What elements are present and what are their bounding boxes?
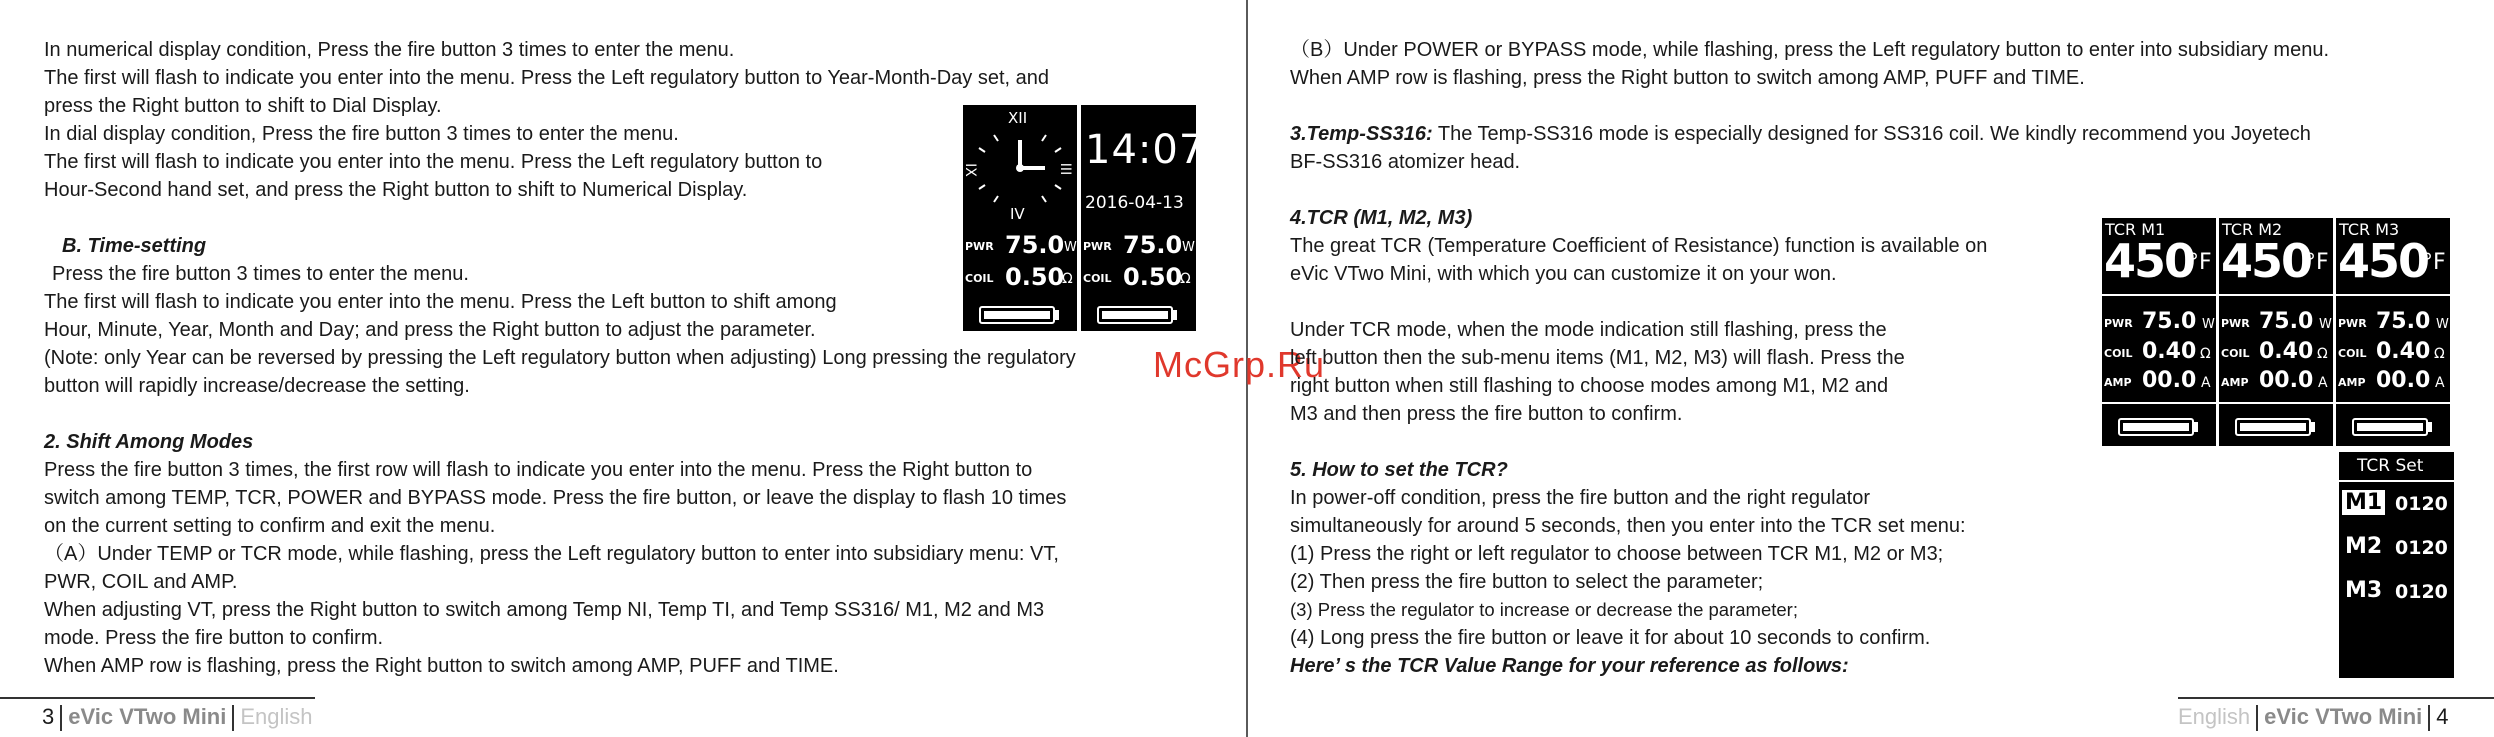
tcr-m2-screen — [2219, 218, 2333, 446]
text-line: The great TCR (Temperature Coefficient of Resistance) function is available on — [1290, 235, 1988, 257]
text-line: PWR, COIL and AMP. — [44, 571, 238, 593]
text-line: mode. Press the fire button to confirm. — [44, 627, 384, 649]
footer-right — [2178, 700, 2449, 734]
pwr-label: PWR — [1083, 240, 1112, 253]
tcr-set-row-mode: M3 — [2345, 578, 2383, 603]
coil-label: COIL — [1083, 272, 1112, 285]
date-readout: 2016-04-13 — [1085, 193, 1184, 213]
pwr-value: 75.0 — [1123, 231, 1183, 259]
pwr-label: PWR — [2338, 317, 2367, 330]
text-line: In numerical display condition, Press the fire button 3 times to enter the menu. — [44, 39, 735, 61]
text-line: (1) Press the right or left regulator to choose between TCR M1, M2 or M3; — [1290, 543, 1944, 565]
digital-display-screen — [1081, 105, 1206, 331]
coil-label: COIL — [965, 272, 994, 285]
tcr-mode-label: TCR M3 — [2339, 220, 2400, 239]
text-line: press the Right button to shift to Dial Display. — [44, 95, 442, 117]
tcr-set-row-value: 0120 — [2395, 581, 2448, 603]
dial-numeral-right: III — [1057, 162, 1074, 176]
text-line: In dial display condition, Press the fire button 3 times to enter the menu. — [44, 123, 679, 145]
coil-unit: Ω — [2200, 346, 2211, 362]
tcr-set-title: TCR Set — [2357, 456, 2424, 476]
amp-label: AMP — [2338, 376, 2366, 389]
temperature-unit: °F — [2422, 250, 2446, 275]
temperature-value: 450 — [2221, 234, 2312, 288]
coil-label: COIL — [2338, 347, 2367, 360]
text-line: Hour-Second hand set, and press the Right button to shift to Numerical Display. — [44, 179, 748, 201]
pwr-label: PWR — [2221, 317, 2250, 330]
coil-value: 0.40 — [2376, 339, 2431, 364]
coil-unit: Ω — [2434, 346, 2445, 362]
footer-rule — [0, 697, 315, 699]
text-span: The Temp-SS316 mode is especially designed for SS316 coil. We kindly recommend you Joyetech — [1432, 123, 2311, 145]
footer-brand: eVic VTwo Mini — [68, 704, 227, 729]
footer-left — [42, 700, 313, 734]
text-line-value-range: Here’ s the TCR Value Range for your reference as follows: — [1290, 655, 1849, 677]
tcr-m3-screen — [2336, 218, 2450, 446]
pwr-unit: W — [2202, 317, 2215, 332]
pwr-label: PWR — [965, 240, 994, 253]
text-line: Press the fire button 3 times, the first row will flash to indicate you enter into the menu. Press the Right button to — [44, 459, 1033, 481]
tcr-set-row-mode: M2 — [2345, 534, 2383, 559]
text-line: Press the fire button 3 times to enter the menu. — [52, 263, 469, 285]
text-line: When AMP row is flashing, press the Right button to switch among AMP, PUFF and TIME. — [44, 655, 839, 677]
battery-icon — [2235, 418, 2311, 436]
section-heading-tcr: 4.TCR (M1, M2, M3) — [1290, 207, 1473, 229]
text-line: simultaneously for around 5 seconds, then you enter into the TCR set menu: — [1290, 515, 1966, 537]
footer-language: English — [240, 704, 313, 729]
amp-value: 00.0 — [2376, 368, 2431, 393]
coil-value: 0.40 — [2259, 339, 2314, 364]
coil-unit: Ω — [1180, 271, 1191, 287]
temperature-value: 450 — [2104, 234, 2195, 288]
amp-unit: A — [2201, 375, 2211, 391]
text-line: Hour, Minute, Year, Month and Day; and press the Right button to adjust the parameter. — [44, 319, 816, 341]
text-line: eVic VTwo Mini, with which you can customize it on your won. — [1290, 263, 1837, 285]
amp-unit: A — [2435, 375, 2445, 391]
amp-label: AMP — [2221, 376, 2249, 389]
dial-numeral-left: IX — [961, 163, 978, 177]
dial-display-screen — [963, 105, 1077, 331]
footer-language: English — [2178, 704, 2251, 729]
pwr-value: 75.0 — [2259, 309, 2314, 334]
pwr-value: 75.0 — [2142, 309, 2197, 334]
tcr-set-row-value: 0120 — [2395, 537, 2448, 559]
footer-brand: eVic VTwo Mini — [2264, 704, 2423, 729]
footer-rule — [2178, 697, 2494, 699]
text-line: BF-SS316 atomizer head. — [1290, 151, 1521, 173]
page-number: 4 — [2436, 704, 2449, 729]
coil-value: 0.50 — [1123, 263, 1183, 291]
text-line: （B）Under POWER or BYPASS mode, while flashing, press the Left regulatory button to enter into subsidiary menu. — [1290, 39, 2330, 61]
pwr-label: PWR — [2104, 317, 2133, 330]
tcr-set-screen — [2339, 452, 2454, 678]
time-readout: 14:07 — [1085, 127, 1206, 173]
text-line: button will rapidly increase/decrease the setting. — [44, 375, 470, 397]
text-line: (2) Then press the fire button to select the parameter; — [1290, 571, 1764, 593]
amp-unit: A — [2318, 375, 2328, 391]
tcr-set-row-mode: M1 — [2342, 490, 2385, 515]
pwr-unit: W — [1064, 240, 1077, 255]
text-line: The first will flash to indicate you enter into the menu. Press the Left regulatory button to — [44, 151, 823, 173]
coil-label: COIL — [2221, 347, 2250, 360]
text-line: (Note: only Year can be reversed by pressing the Left regulatory button when adjusting) Long pressing the regulatory — [44, 347, 1076, 369]
coil-value: 0.40 — [2142, 339, 2197, 364]
tcr-set-row-value: 0120 — [2395, 493, 2448, 515]
text-line: (3) Press the regulator to increase or decrease the parameter; — [1290, 599, 1798, 620]
watermark: McGrp.Ru — [1153, 344, 1326, 385]
temperature-unit: °F — [2305, 250, 2329, 275]
pwr-unit: W — [1182, 240, 1195, 255]
pwr-value: 75.0 — [1005, 231, 1065, 259]
text-line: (4) Long press the fire button or leave it for about 10 seconds to confirm. — [1290, 627, 1931, 649]
text-line-temp-ss316 — [1290, 122, 2311, 146]
battery-icon — [2352, 418, 2428, 436]
dial-numeral-top: XII — [1008, 109, 1028, 127]
coil-label: COIL — [2104, 347, 2133, 360]
section-heading-shift-modes: 2. Shift Among Modes — [44, 431, 254, 453]
amp-value: 00.0 — [2142, 368, 2197, 393]
pwr-value: 75.0 — [2376, 309, 2431, 334]
right-page — [1248, 0, 2494, 737]
text-line: When adjusting VT, press the Right button to switch among Temp NI, Temp TI, and Temp SS316/ M1, M2 and M3 — [44, 599, 1045, 621]
amp-value: 00.0 — [2259, 368, 2314, 393]
section-heading-set-tcr: 5. How to set the TCR? — [1290, 459, 1508, 481]
text-line: right button when still flashing to choose modes among M1, M2 and — [1290, 375, 1889, 397]
text-line: In power-off condition, press the fire button and the right regulator — [1290, 487, 1870, 509]
temperature-unit: °F — [2188, 250, 2212, 275]
text-line: Under TCR mode, when the mode indication still flashing, press the — [1290, 319, 1887, 341]
pwr-unit: W — [2436, 317, 2449, 332]
left-page — [0, 0, 1246, 737]
section-heading-temp-ss316: 3.Temp-SS316: — [1290, 123, 1433, 145]
tcr-m1-screen — [2102, 218, 2216, 446]
coil-unit: Ω — [2317, 346, 2328, 362]
text-line: switch among TEMP, TCR, POWER and BYPASS mode. Press the fire button, or leave the display to flash 10 times — [44, 487, 1067, 509]
tcr-mode-label: TCR M2 — [2222, 220, 2283, 239]
text-line: （A）Under TEMP or TCR mode, while flashing, press the Left regulatory button to enter into subsidiary menu: VT, — [44, 543, 1059, 565]
amp-label: AMP — [2104, 376, 2132, 389]
text-line: M3 and then press the fire button to confirm. — [1290, 403, 1683, 425]
section-heading-time-setting: B. Time-setting — [62, 235, 207, 257]
temperature-value: 450 — [2338, 234, 2429, 288]
text-line: The first will flash to indicate you enter into the menu. Press the Left button to shift among — [44, 291, 837, 313]
text-line: The first will flash to indicate you enter into the menu. Press the Left regulatory button to Year-Month-Day set, and — [44, 67, 1049, 89]
battery-icon — [979, 306, 1055, 324]
text-line: When AMP row is flashing, press the Right button to switch among AMP, PUFF and TIME. — [1290, 67, 2085, 89]
coil-unit: Ω — [1062, 271, 1073, 287]
battery-icon — [2118, 418, 2194, 436]
pwr-unit: W — [2319, 317, 2332, 332]
tcr-mode-label: TCR M1 — [2105, 220, 2166, 239]
text-line: left button then the sub-menu items (M1, M2, M3) will flash. Press the — [1290, 347, 1905, 369]
page-number: 3 — [42, 704, 55, 729]
coil-value: 0.50 — [1005, 263, 1065, 291]
dial-numeral-bottom: IV — [1010, 205, 1025, 223]
battery-icon — [1097, 306, 1173, 324]
text-line: on the current setting to confirm and exit the menu. — [44, 515, 496, 537]
